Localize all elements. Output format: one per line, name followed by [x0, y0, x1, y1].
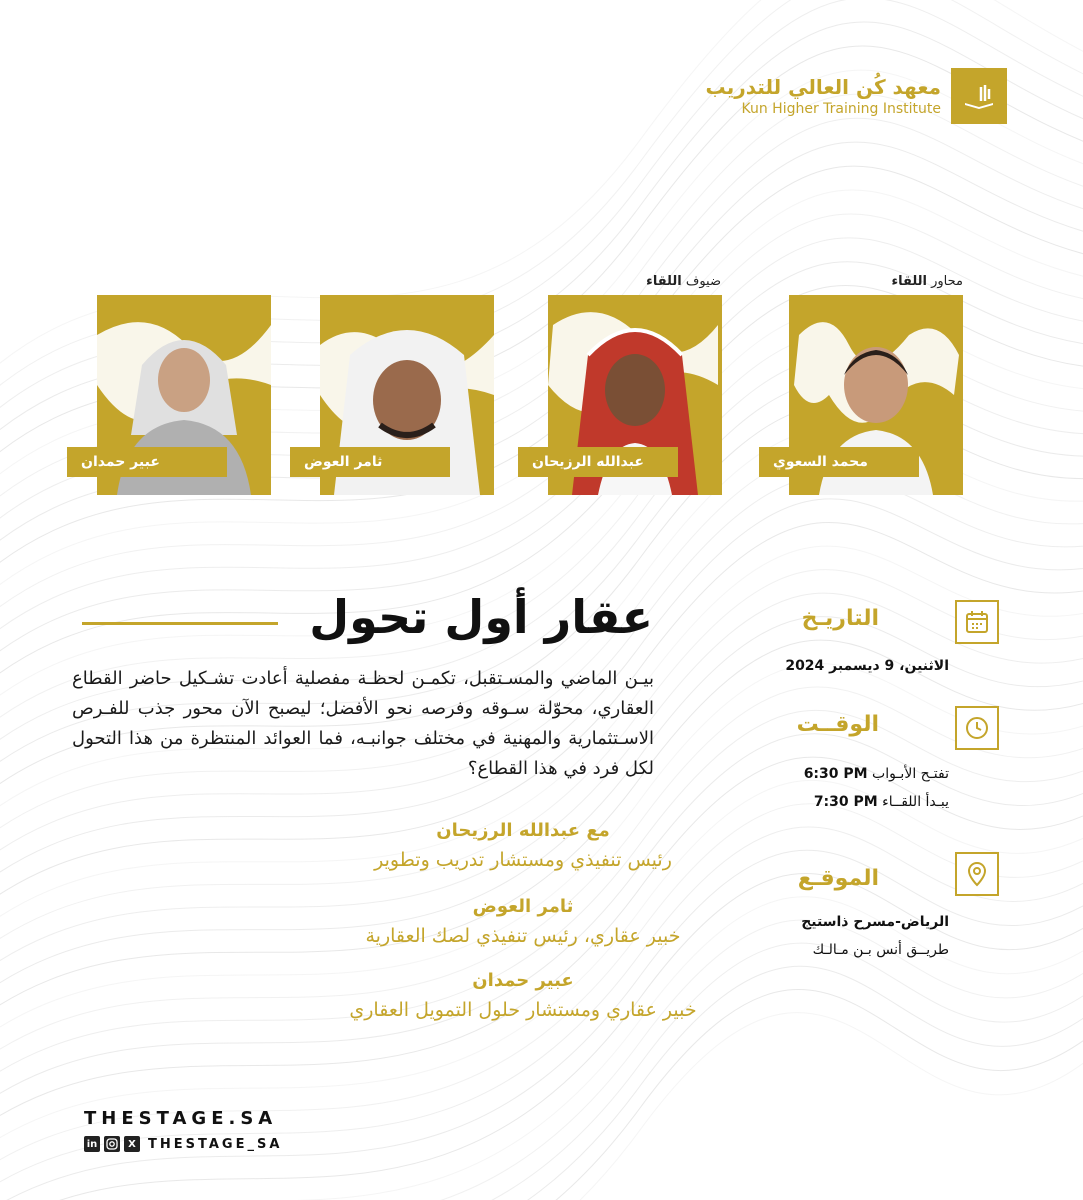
guest-name: عبير حمدان: [472, 970, 574, 991]
speaker-card-abdullah: [532, 295, 722, 495]
title-underline: [82, 622, 278, 625]
time-title: الوقــت: [796, 712, 879, 737]
linkedin-icon[interactable]: in: [84, 1136, 100, 1152]
speaker-card-thamer: [304, 295, 494, 495]
guest-name: ثامر العوض: [472, 896, 574, 917]
guest-name: مع عبدالله الرزيحان: [436, 820, 610, 841]
guest-role: خبير عقاري، رئيس تنفيذي لصك العقارية: [365, 925, 681, 947]
guest-bio-abeer: [273, 970, 773, 1021]
guest-role: رئيس تنفيذي ومستشار تدريب وتطوير: [374, 849, 672, 871]
instagram-icon[interactable]: [104, 1136, 120, 1152]
date-title: التاريـخ: [801, 606, 879, 631]
logo-name-arabic: معهد كُن العالي للتدريب: [705, 75, 941, 99]
doors-open-line: تفتـح الأبـواب 6:30 PM: [803, 766, 949, 782]
moderator-label: محاور اللقاء: [891, 274, 963, 289]
speaker-card-abeer: [81, 295, 271, 495]
social-handle: THESTAGE_SA: [148, 1136, 283, 1152]
x-icon[interactable]: X: [124, 1136, 140, 1152]
event-intro: بيـن الماضي والمسـتقبل، تكمـن لحظـة مفصلية أعادت تشـكيل حاضر القطاع العقاري، محوّلة سـوقه وفرصه نحو الأفضل؛ ليصبح الآن محور جذب للفـرص الاسـتثمارية والمهنية في مختلف جوانبـه، فما العوائد المنتظرة من هذا التحول لكل فرد في هذا القطاع؟: [72, 668, 654, 779]
social-links: [84, 1136, 282, 1152]
location-title: الموقـع: [797, 866, 879, 891]
calendar-icon: [955, 600, 999, 644]
location-pin-icon: [955, 852, 999, 896]
guests-label: ضيوف اللقاء: [646, 274, 721, 289]
location-line-2: طريــق أنس بـن مـالـك: [812, 942, 949, 958]
guest-role: خبير عقاري ومستشار حلول التمويل العقاري: [349, 999, 697, 1021]
speaker-name-tag: عبدالله الرزيحان: [518, 447, 678, 477]
guest-bio-abdullah: [273, 820, 773, 871]
book-logo-icon: [951, 68, 1007, 124]
start-time-line: يبـدأ اللقــاء 7:30 PM: [813, 794, 949, 810]
institute-logo: [706, 68, 1007, 124]
speaker-name-tag: ثامر العوض: [290, 447, 450, 477]
speaker-name-tag: محمد السعوي: [759, 447, 919, 477]
guest-bio-thamer: [273, 896, 773, 947]
speaker-card-mohammed: [773, 295, 963, 495]
brand-name: THESTAGE.SA: [84, 1108, 278, 1129]
date-value: الاثنين، 9 ديسمبر 2024: [785, 658, 949, 674]
speaker-name-tag: عبير حمدان: [67, 447, 227, 477]
clock-icon: [955, 706, 999, 750]
logo-name-english: Kun Higher Training Institute: [741, 101, 941, 117]
location-line-1: الرياض-مسرح ذاستيج: [801, 914, 949, 930]
event-title: عقار أول تحول: [309, 590, 653, 644]
